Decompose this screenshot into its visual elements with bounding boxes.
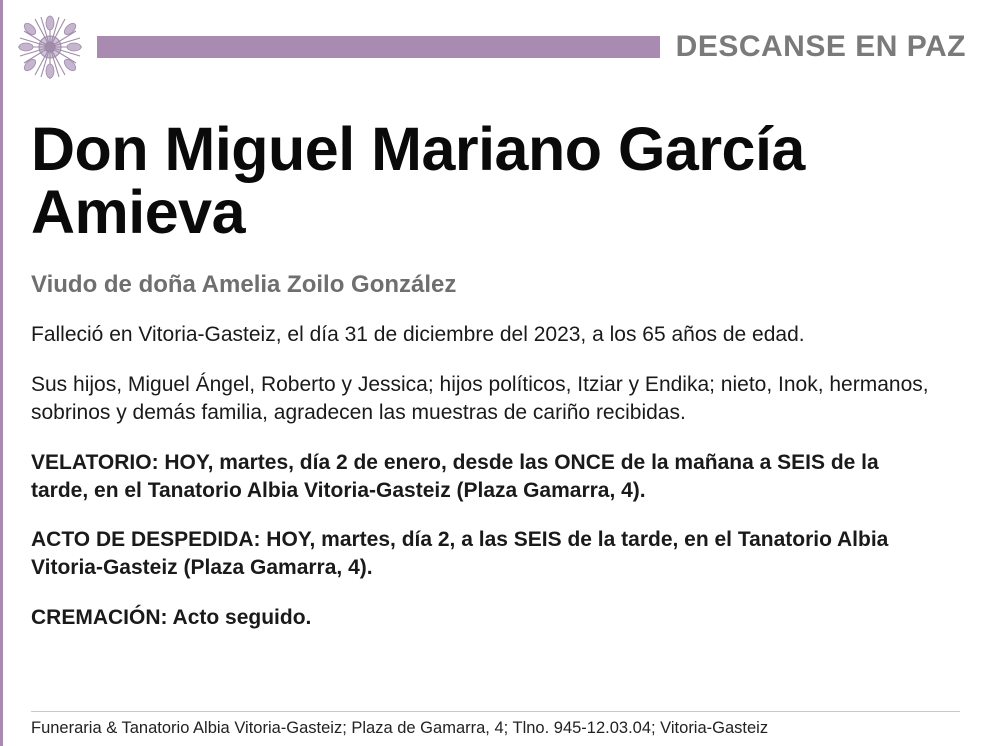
notice-header — [3, 0, 988, 92]
header-decorative-bar — [97, 36, 660, 58]
header-title: DESCANSE EN PAZ — [675, 30, 966, 63]
spouse-relation: Viudo de doña Amelia Zoilo González — [31, 270, 457, 298]
notice-content — [3, 92, 988, 632]
funeral-home-footer — [3, 705, 988, 738]
wake-details: VELATORIO: HOY, martes, día 2 de enero, desde las ONCE de la mañana a SEIS de la tarde, en el Tanatorio Albia Vitoria-Gasteiz (Plaza Gamarra, 4). — [31, 450, 879, 502]
farewell-ceremony-details: ACTO DE DESPEDIDA: HOY, martes, día 2, a las SEIS de la tarde, en el Tanatorio Albia Vitoria-Gasteiz (Plaza Gamarra, 4). — [31, 528, 889, 580]
funeral-home-info: Funeraria & Tanatorio Albia Vitoria-Gasteiz; Plaza de Gamarra, 4; Tlno. 945-12.03.04; Vitoria-Gasteiz — [31, 719, 769, 737]
deceased-name: Don Miguel Mariano García Amieva — [31, 115, 805, 247]
cremation-details: CREMACIÓN: Acto seguido. — [31, 606, 312, 630]
family-acknowledgement: Sus hijos, Miguel Ángel, Roberto y Jessica; hijos políticos, Itziar y Endika; nieto, Inok, hermanos, sobrinos y demás familia, agradecen las muestras de cariño recibidas. — [31, 372, 929, 424]
flower-icon — [13, 10, 87, 84]
death-information: Falleció en Vitoria-Gasteiz, el día 31 de diciembre del 2023, a los 65 años de edad. — [31, 322, 805, 346]
footer-divider — [31, 711, 960, 712]
